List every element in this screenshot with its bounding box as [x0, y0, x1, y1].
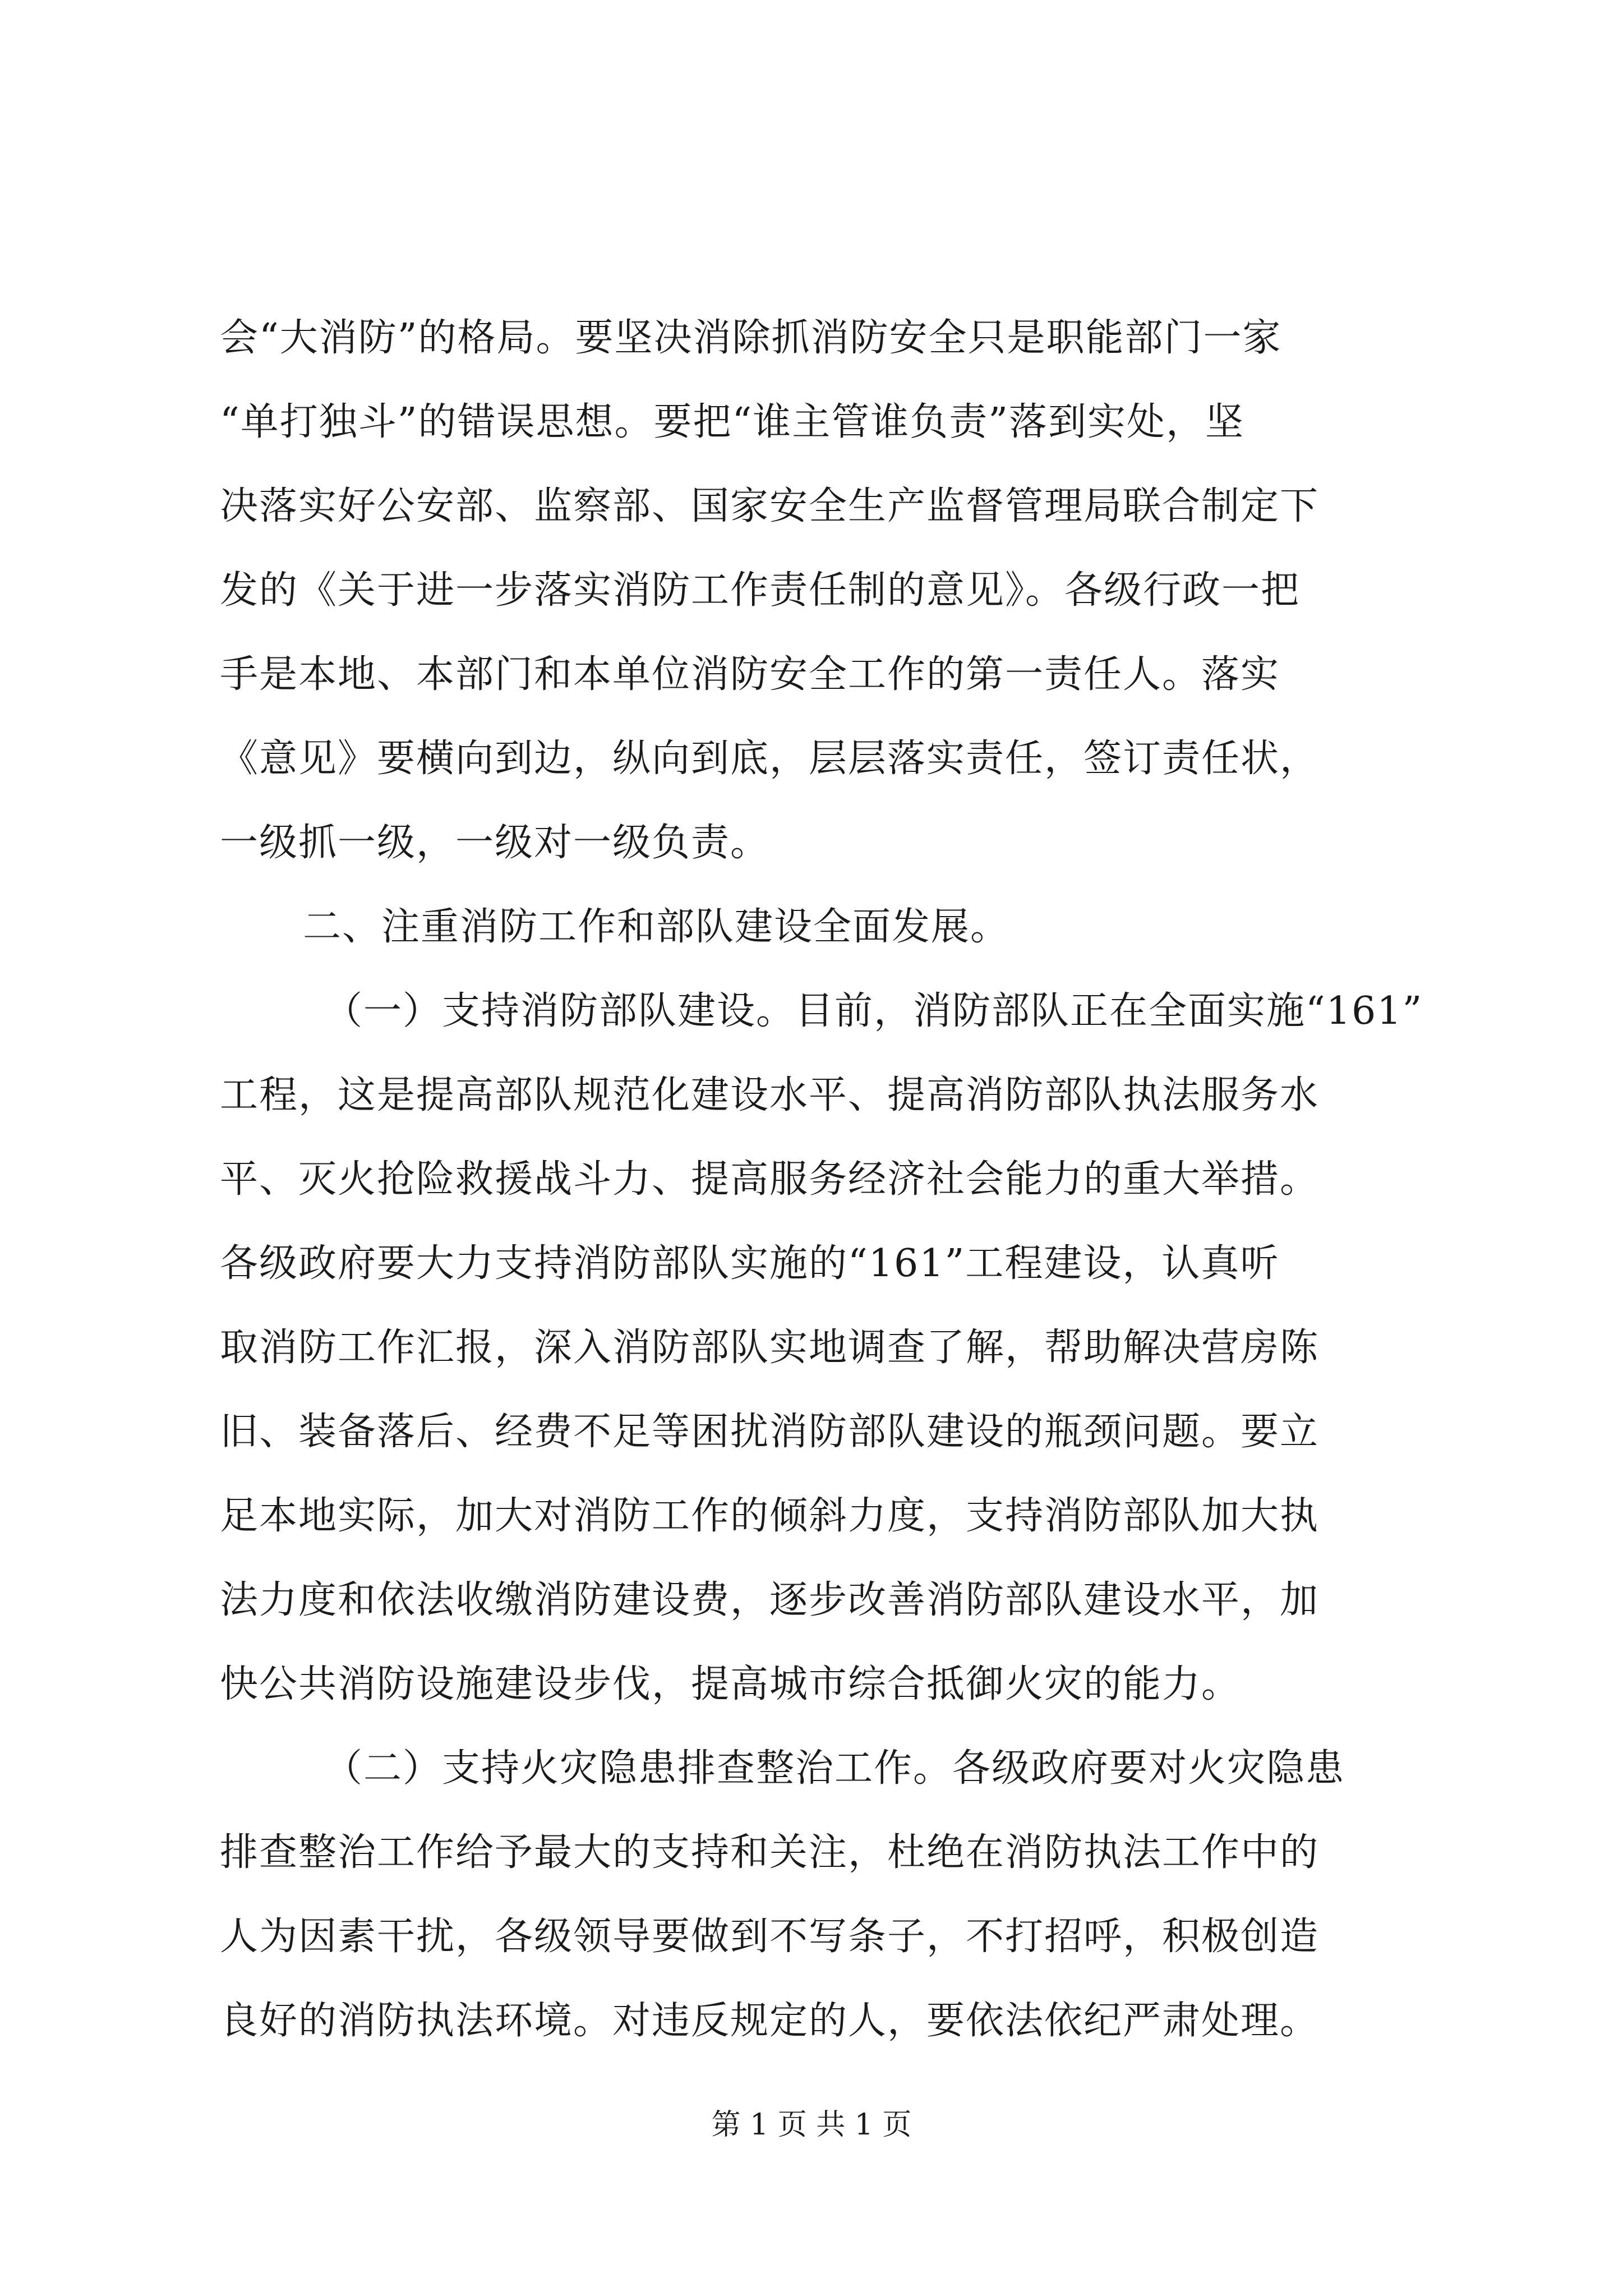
subsection-heading-line: （一）支持消防部队建设。目前，消防部队正在全面实施“161” — [324, 989, 1423, 1033]
text-line: 旧、装备落后、经费不足等困扰消防部队建设的瓶颈问题。要立 — [220, 1410, 1320, 1454]
text-line: “单打独斗”的错误思想。要把“谁主管谁负责”落到实处，坚 — [220, 400, 1245, 444]
text-line: 法力度和依法收缴消防建设费，逐步改善消防部队建设水平，加 — [220, 1578, 1320, 1622]
text-line: 工程，这是提高部队规范化建设水平、提高消防部队执法服务水 — [220, 1073, 1320, 1117]
text-line: 足本地实际，加大对消防工作的倾斜力度，支持消防部队加大执 — [220, 1494, 1320, 1538]
subsection-heading-line: （二）支持火灾隐患排查整治工作。各级政府要对火灾隐患 — [324, 1746, 1345, 1791]
text-line: 一级抓一级，一级对一级负责。 — [220, 821, 770, 865]
text-line: 取消防工作汇报，深入消防部队实地调查了解，帮助解决营房陈 — [220, 1326, 1320, 1370]
text-line: 排查整治工作给予最大的支持和关注，杜绝在消防执法工作中的 — [220, 1830, 1320, 1875]
section-heading: 二、注重消防工作和部队建设全面发展。 — [303, 905, 1010, 949]
text-line: 人为因素干扰，各级领导要做到不写条子，不打招呼，积极创造 — [220, 1915, 1320, 1959]
text-line: 《意见》要横向到边，纵向到底，层层落实责任，签订责任状， — [220, 737, 1320, 781]
text-line: 各级政府要大力支持消防部队实施的“161”工程建设，认真听 — [220, 1241, 1280, 1286]
text-line: 快公共消防设施建设步伐，提高城市综合抵御火灾的能力。 — [220, 1662, 1241, 1706]
document-body — [220, 296, 1423, 2063]
page-footer: 第 1 页 共 1 页 — [711, 2108, 912, 2142]
text-line: 良好的消防执法环境。对违反规定的人，要依法依纪严肃处理。 — [220, 1999, 1320, 2043]
text-line: 发的《关于进一步落实消防工作责任制的意见》。各级行政一把 — [220, 568, 1301, 613]
text-line: 决落实好公安部、监察部、国家安全生产监督管理局联合制定下 — [220, 484, 1320, 528]
text-line: 手是本地、本部门和本单位消防安全工作的第一责任人。落实 — [220, 652, 1280, 697]
text-line: 会“大消防”的格局。要坚决消除抓消防安全只是职能部门一家 — [220, 316, 1282, 360]
text-line: 平、灭火抢险救援战斗力、提高服务经济社会能力的重大举措。 — [220, 1157, 1320, 1202]
